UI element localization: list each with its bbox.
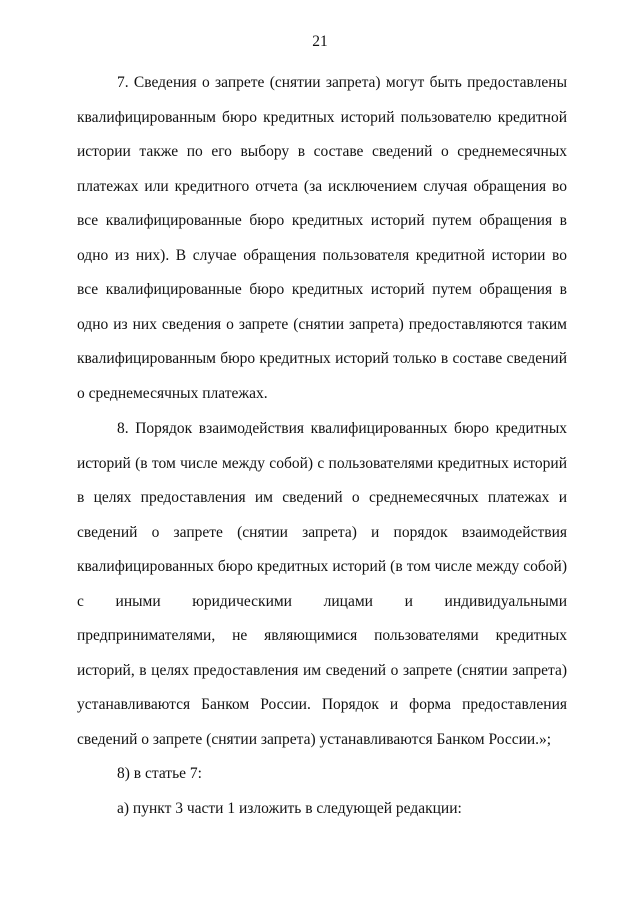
document-paragraph-8 <box>77 412 567 757</box>
document-paragraph-7 <box>77 66 567 411</box>
list-item-a <box>77 792 567 827</box>
paragraph-text: 7. Сведения о запрете (снятии запрета) могут быть предоставлены квалифицированным бюро кредитных историй пользователю кредитной истории также по его выбору в составе сведений о среднемесячных платежах или кредитного отчета (за исключением случая обращения во все квалифицированные бюро кредитных историй путем обращения в одно из них). В случае обращения пользователя кредитной истории во все квалифицированные бюро кредитных историй путем обращения в одно из них сведения о запрете (снятии запрета) предоставляются таким квалифицированным бюро кредитных историй только в составе сведений о среднемесячных платежах. <box>77 74 567 402</box>
list-item-8 <box>77 757 567 792</box>
list-item-text: а) пункт 3 части 1 изложить в следующей редакции: <box>117 800 462 817</box>
paragraph-text: 8. Порядок взаимодействия квалифицированных бюро кредитных историй (в том числе между собой) с пользователями кредитных историй в целях предоставления им сведений о среднемесячных платежах и сведений о запрете (снятии запрета) и порядок взаимодействия квалифицированных бюро кредитных историй (в том числе между собой) с иными юридическими лицами и индивидуальными предпринимателями, не являющимися пользователями кредитных историй, в целях предоставления им сведений о запрете (снятии запрета) устанавливаются Банком России. Порядок и форма предоставления сведений о запрете (снятии запрета) устанавливаются Банком России.»; <box>77 420 567 748</box>
list-item-text: 8) в статье 7: <box>117 765 202 782</box>
page-number: 21 <box>312 33 328 50</box>
